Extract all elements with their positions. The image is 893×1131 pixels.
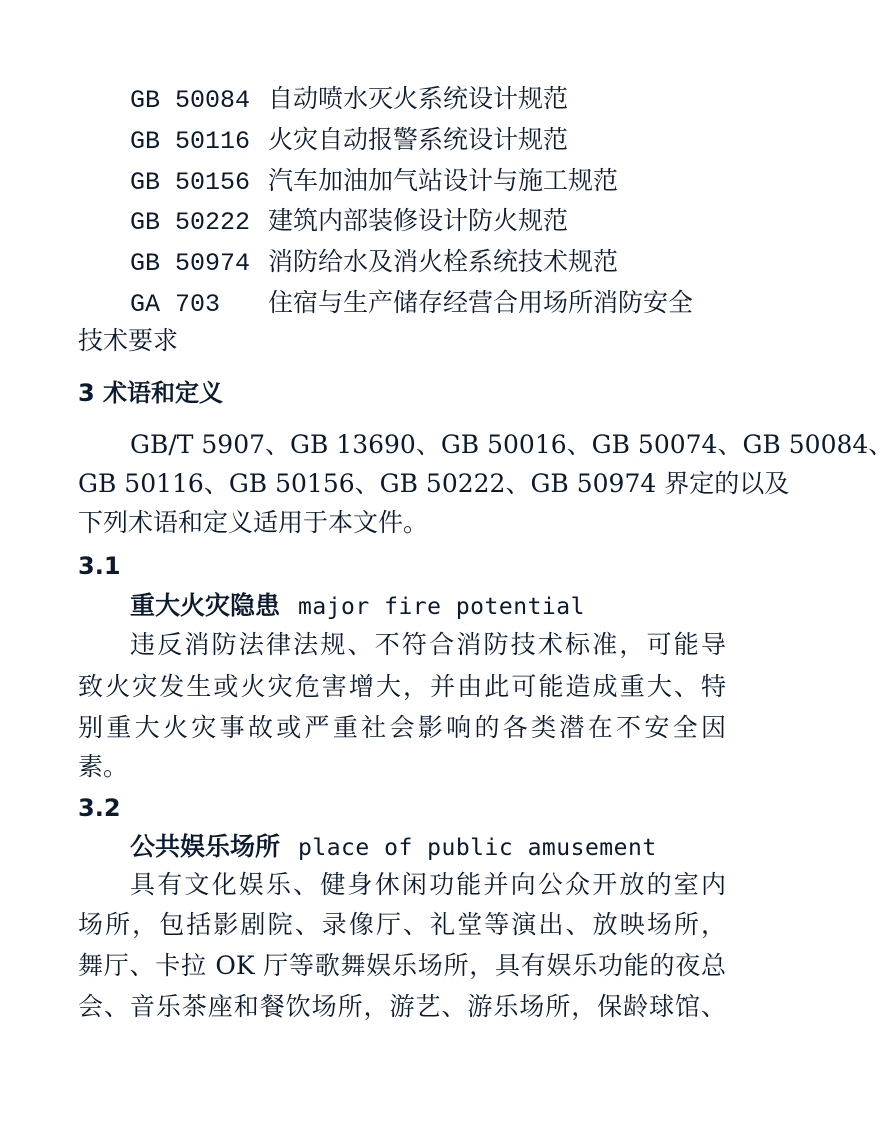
reference-item bbox=[130, 123, 568, 159]
reference-item bbox=[130, 245, 618, 281]
term-name-en: place of public amusement bbox=[298, 835, 657, 861]
definition-line: 致火灾发生或火灾危害增大，并由此可能造成重大、特 bbox=[78, 672, 726, 701]
section-heading: 3 术语和定义 bbox=[78, 379, 224, 407]
reference-title: 住宿与生产储存经营合用场所消防安全 bbox=[268, 288, 694, 317]
definition-line: 会、音乐茶座和餐饮场所，游艺、游乐场所，保龄球馆、 bbox=[78, 992, 726, 1021]
reference-title: 火灾自动报警系统设计规范 bbox=[268, 125, 569, 154]
definition-line: 场所，包括影剧院、录像厅、礼堂等演出、放映场所， bbox=[78, 910, 726, 939]
definition-line: 违反消防法律法规、不符合消防技术标准，可能导 bbox=[130, 630, 726, 659]
reference-item bbox=[130, 204, 568, 240]
intro-line: GB/T 5907、GB 13690、GB 50016、GB 50074、GB 50084、 bbox=[130, 430, 893, 459]
term-heading bbox=[130, 589, 585, 624]
definition-line: 别重大火灾事故或严重社会影响的各类潜在不安全因 bbox=[78, 713, 726, 742]
reference-item bbox=[130, 82, 568, 118]
reference-title: 自动喷水灭火系统设计规范 bbox=[268, 84, 569, 113]
intro-line: 下列术语和定义适用于本文件。 bbox=[78, 508, 429, 537]
definition-line: 素。 bbox=[78, 752, 129, 781]
definition-line: 具有文化娱乐、健身休闲功能并向公众开放的室内 bbox=[130, 870, 726, 899]
term-number: 3.2 bbox=[78, 794, 121, 822]
term-heading bbox=[130, 830, 657, 865]
term-name-cn: 公共娱乐场所 bbox=[130, 832, 281, 861]
reference-title-continuation: 技术要求 bbox=[78, 326, 179, 355]
reference-code: GB 50084 bbox=[130, 86, 251, 115]
term-name-en: major fire potential bbox=[298, 594, 585, 620]
term-name-cn: 重大火灾隐患 bbox=[130, 591, 281, 620]
definition-line: 舞厅、卡拉 OK 厅等歌舞娱乐场所，具有娱乐功能的夜总 bbox=[78, 951, 726, 980]
reference-title: 消防给水及消火栓系统技术规范 bbox=[268, 247, 619, 276]
reference-item bbox=[130, 286, 693, 322]
intro-line: GB 50116、GB 50156、GB 50222、GB 50974 界定的以及 bbox=[78, 469, 790, 498]
reference-code: GB 50974 bbox=[130, 249, 251, 278]
reference-title: 建筑内部装修设计防火规范 bbox=[268, 206, 569, 235]
reference-code: GB 50222 bbox=[130, 208, 251, 237]
reference-code: GB 50116 bbox=[130, 127, 251, 156]
reference-item bbox=[130, 164, 618, 200]
reference-code: GB 50156 bbox=[130, 168, 251, 197]
term-number: 3.1 bbox=[78, 552, 121, 580]
reference-title: 汽车加油加气站设计与施工规范 bbox=[268, 166, 619, 195]
reference-code: GA 703 bbox=[130, 290, 221, 319]
